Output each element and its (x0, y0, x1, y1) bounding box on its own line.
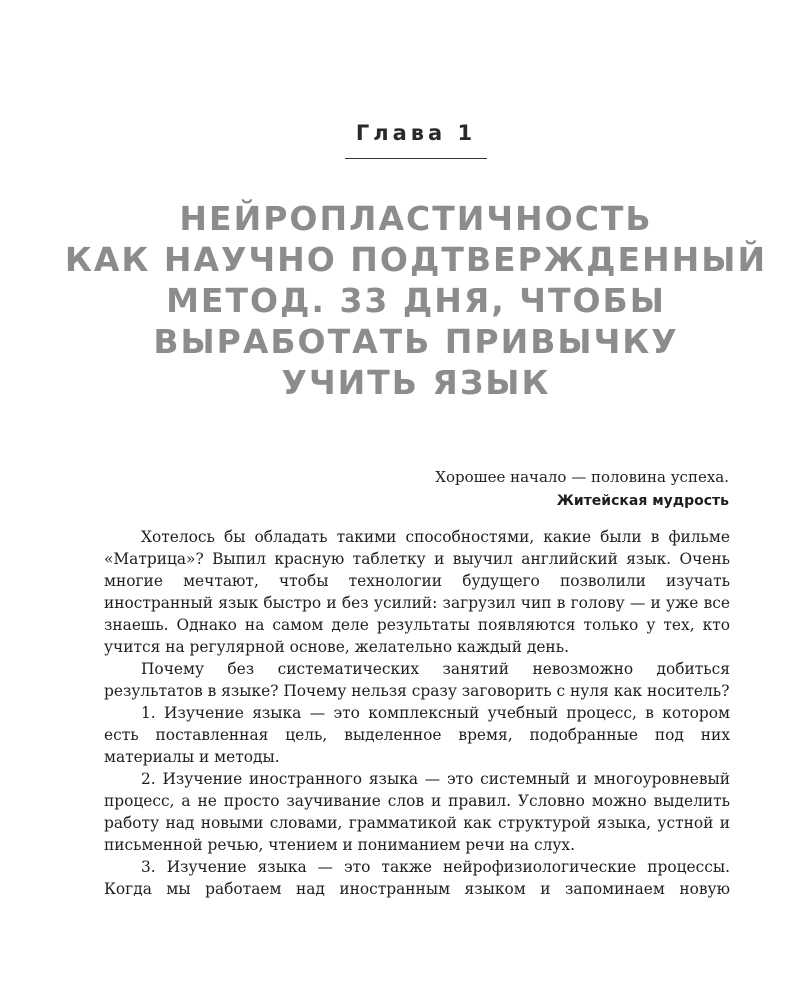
list-item: 3. Изучение языка — это также нейрофизиологические процессы. Когда мы работаем над иностранным языком и запоминаем новую (104, 858, 730, 898)
chapter-title (60, 198, 772, 403)
list-item: 2. Изучение иностранного языка — это системный и многоуровневый процесс, а не просто заучивание слов и правил. Условно можно выделить работу над новыми словами, грамматикой как структурой языка, устной и письменной речью, чтением и пониманием речи на слух. (104, 770, 730, 854)
chapter-title-line: ВЫРАБОТАТЬ ПРИВЫЧКУ (153, 322, 679, 361)
chapter-title-line: НЕЙРОПЛАСТИЧНОСТЬ (179, 199, 653, 238)
chapter-label: Глава 1 (355, 121, 477, 145)
epigraph (435, 465, 729, 513)
list-item: 1. Изучение языка — это комплексный учебный процесс, в котором есть поставленная цель, выделенное время, подобранные под них материалы и методы. (104, 704, 730, 766)
paragraph: Почему без систематических занятий невозможно добиться результатов в языке? Почему нельзя сразу заговорить с нуля как носитель? (104, 660, 730, 700)
chapter-title-line: МЕТОД. 33 ДНЯ, ЧТОБЫ (166, 281, 666, 320)
epigraph-author: Житейская мудрость (556, 493, 729, 509)
paragraph: Хотелось бы обладать такими способностями, какие были в фильме «Матрица»? Выпил красную таблетку и выучил английский язык. Очень многие мечтают, чтобы технологии будущего позволили изучать иностранный язык быстро и без усилий: загрузил чип в голову — и уже все знаешь. Однако на самом деле результаты появляются только у тех, кто учится на регулярной основе, желательно каждый день. (104, 528, 730, 656)
epigraph-quote: Хорошее начало — половина успеха. (435, 468, 729, 486)
chapter-divider (345, 158, 487, 159)
chapter-title-line: КАК НАУЧНО ПОДТВЕРЖДЕННЫЙ (64, 240, 768, 279)
chapter-title-line: УЧИТЬ ЯЗЫК (281, 363, 551, 402)
body-text (104, 526, 730, 900)
